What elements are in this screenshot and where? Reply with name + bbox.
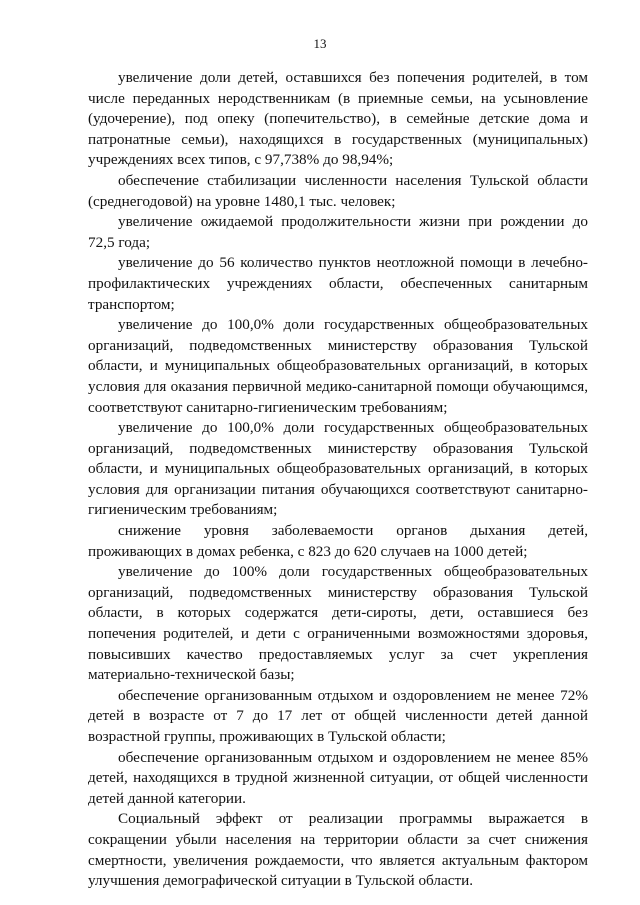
paragraph-population-stabilization: обеспечение стабилизации численности населения Тульской области (среднегодовой) на уровне 1480,1 тыс. человек;	[88, 171, 588, 210]
paragraph-emergency-points: увеличение до 56 количество пунктов неотложной помощи в лечебно-профилактических учреждениях области, обеспеченных санитарным транспортом;	[88, 254, 588, 313]
paragraph-schools-medical-care: увеличение до 100,0% доли государственных общеобразовательных организаций, подведомственных министерству образования Тульской области, и муниципальных общеобразовательных организаций, в которых условия для оказания первичной медико-санитарной помощи обучающимся, соответствуют санитарно-гигиеническим требованиям;	[88, 316, 588, 416]
paragraph-difficult-situation-recreation: обеспечение организованным отдыхом и оздоровлением не менее 85% детей, находящихся в трудной жизненной ситуации, от общей численности детей данной категории.	[88, 748, 588, 807]
paragraph-social-effect: Социальный эффект от реализации программы выражается в сокращении убыли населения на территории области за счет снижения смертности, увеличения рождаемости, что является актуальным фактором улучшения демографической ситуации в Тульской области.	[88, 810, 588, 890]
paragraph-respiratory-morbidity: снижение уровня заболеваемости органов дыхания детей, проживающих в домах ребенка, с 823 до 620 случаев на 1000 детей;	[88, 522, 588, 560]
paragraph-children-care-share: увеличение доли детей, оставшихся без попечения родителей, в том числе переданных неродственникам (в приемные семьи, на усыновление (удочерение), под опеку (попечительство), в семейные детские дома и патронатные семьи), находящихся в государственных (муниципальных) учреждениях всех типов, с 97,738% до 98,94%;	[88, 69, 588, 169]
paragraph-summer-recreation: обеспечение организованным отдыхом и оздоровлением не менее 72% детей в возрасте от 7 до 17 лет от общей численности детей данной возрастной группы, проживающих в Тульской области;	[88, 686, 588, 745]
paragraph-orphan-schools: увеличение до 100% доли государственных общеобразовательных организаций, подведомственных министерству образования Тульской области, в которых содержатся дети-сироты, дети, оставшиеся без попечения родителей, и дети с ограниченными возможностями здоровья, повысивших качество предоставляемых услуг за счет укрепления материально-технической базы;	[88, 563, 588, 684]
paragraph-life-expectancy: увеличение ожидаемой продолжительности жизни при рождении до 72,5 года;	[88, 213, 588, 251]
paragraph-schools-nutrition: увеличение до 100,0% доли государственных общеобразовательных организаций, подведомственных министерству образования Тульской области, и муниципальных общеобразовательных организаций, в которых условия для организации питания обучающихся соответствуют санитарно-гигиеническим требованиям;	[88, 419, 588, 519]
page-number: 13	[313, 36, 327, 51]
document-body	[88, 68, 588, 892]
